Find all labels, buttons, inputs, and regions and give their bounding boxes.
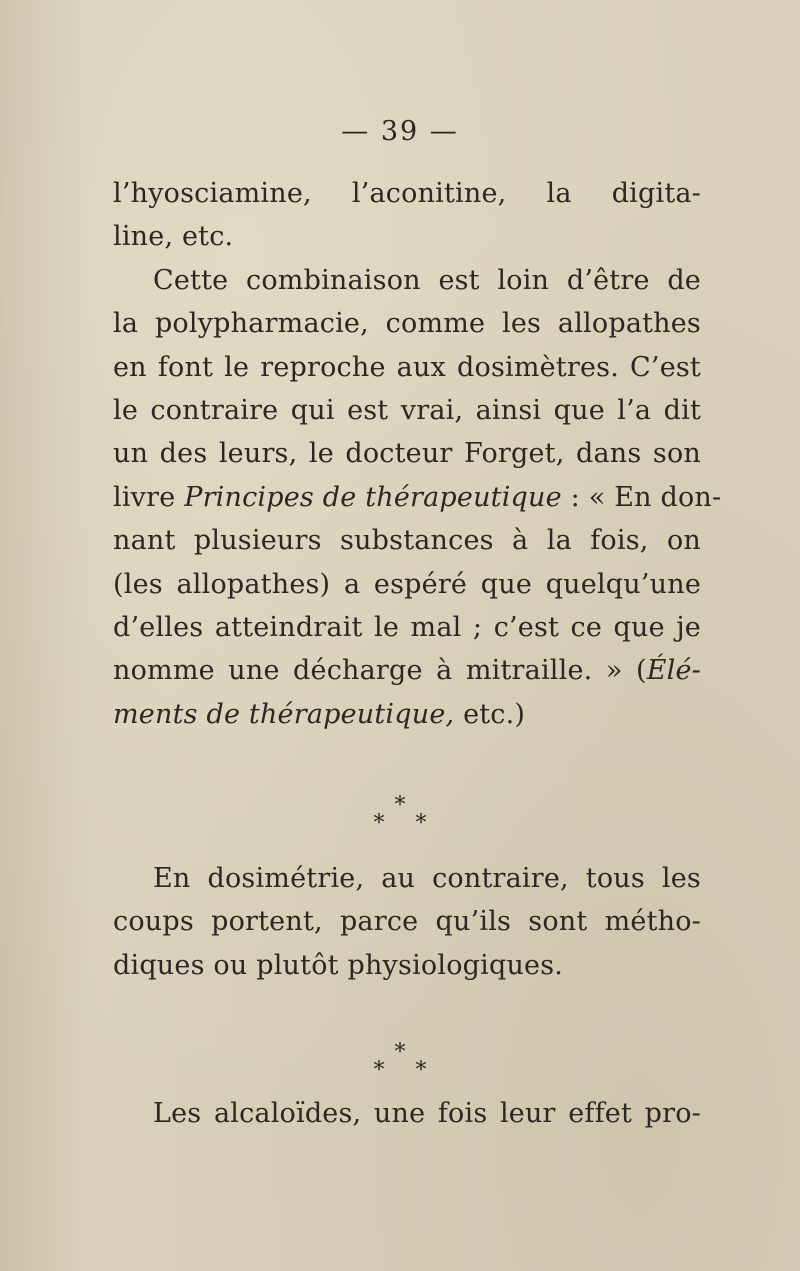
text-run: : « En don- <box>561 481 722 513</box>
book-title-italic: Principes de thérapeutique <box>184 481 562 513</box>
text-run: livre <box>113 481 185 513</box>
text-line: line, etc. <box>113 221 234 253</box>
text-line: Cette combinaison est loin d’être de <box>153 264 701 296</box>
text-line: un des leurs, le docteur Forget, dans son <box>113 438 701 470</box>
asterism-bottom: * * <box>373 811 439 836</box>
text-line <box>113 649 701 692</box>
text-line: coups portent, parce qu’ils sont métho- <box>113 906 701 938</box>
text-line: la polypharmacie, comme les allopathes <box>113 308 701 340</box>
text-line <box>113 476 722 519</box>
text-line: nant plusieurs substances à la fois, on <box>113 525 701 557</box>
paragraph-dosimetrie <box>113 857 701 987</box>
asterism-top: * <box>394 793 406 818</box>
asterism-top: * <box>394 1040 406 1065</box>
text-line: d’elles atteindrait le mal ; c’est ce que je <box>113 612 701 644</box>
page-number: — 39 — <box>341 116 459 147</box>
paragraph-continuation <box>113 172 722 736</box>
text-line: le contraire qui est vrai, ainsi que l’a dit <box>113 395 701 427</box>
text-line: En dosimétrie, au contraire, tous les <box>153 863 701 894</box>
text-run: nomme une décharge à mitraille. » ( <box>113 655 647 687</box>
book-title-italic: ments de thérapeutique, <box>113 698 455 730</box>
text-line: l’hyosciamine, l’aconitine, la digita- <box>113 178 701 209</box>
asterism-divider <box>0 793 800 836</box>
asterism-divider <box>0 1040 800 1083</box>
text-line: (les allopathes) a espéré que quelqu’une <box>113 568 701 600</box>
book-title-italic: Élé- <box>646 655 701 687</box>
text-line: Les alcaloïdes, une fois leur effet pro- <box>153 1098 701 1129</box>
asterism-bottom: * * <box>373 1058 439 1083</box>
text-line: en font le reproche aux dosimètres. C’est <box>113 351 701 383</box>
text-line <box>113 693 701 736</box>
text-run: etc.) <box>454 698 526 730</box>
paragraph-alcaloides <box>113 1092 701 1135</box>
text-line: diques ou plutôt physiologiques. <box>113 949 564 981</box>
